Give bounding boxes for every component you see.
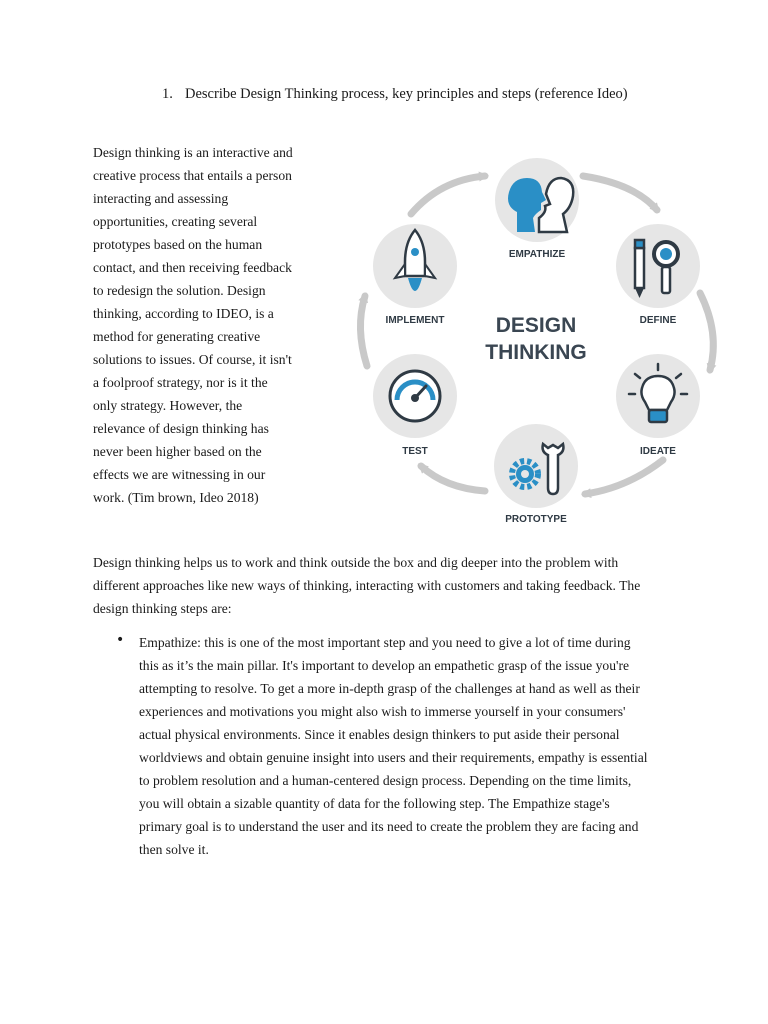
- bullet-marker: •: [116, 632, 125, 648]
- prototype-label: PROTOTYPE: [505, 514, 567, 525]
- body-line: design thinking steps are:: [93, 601, 232, 616]
- intro-line: never been higher based on the: [93, 444, 262, 459]
- intro-paragraph: [93, 141, 308, 509]
- arrow-implement-to-empathize: [411, 176, 485, 214]
- intro-line: interacting and assessing: [93, 191, 229, 206]
- question-text: Describe Design Thinking process, key principles and steps (reference Ideo): [185, 86, 628, 102]
- empathize-heads-icon: [508, 178, 573, 232]
- diagram-canvas: [345, 148, 745, 538]
- bullet-line: primary goal is to understand the user and its need to create the problem they are facing and: [139, 819, 639, 834]
- intro-line: contact, and then receiving feedback: [93, 260, 292, 275]
- define-circle: [616, 224, 700, 308]
- intro-line: effects we are witnessing in our: [93, 467, 266, 482]
- question-number: 1.: [162, 86, 173, 102]
- bullet-line: attempting to resolve. To get a more in-depth grasp of the challenges at hand as well as their: [139, 681, 640, 696]
- ideate-label: IDEATE: [640, 446, 676, 457]
- stage-implement: [373, 224, 457, 326]
- bullet-line: then solve it.: [139, 842, 209, 857]
- intro-line: thinking, according to IDEO, is a: [93, 306, 274, 321]
- stage-prototype: [494, 424, 578, 525]
- intro-line: a foolproof strategy, nor is it the: [93, 375, 268, 390]
- bullet-line: worldviews and obtain genuine insight into users and their requirements, empathy is essential: [139, 750, 648, 765]
- intro-line: work. (Tim brown, Ideo 2018): [93, 490, 259, 505]
- diagram-title-line2: THINKING: [485, 341, 587, 364]
- intro-line: Design thinking is an interactive and: [93, 145, 293, 160]
- stage-empathize: [495, 158, 579, 260]
- define-label: DEFINE: [639, 315, 677, 326]
- diagram-title-line1: DESIGN: [495, 314, 577, 337]
- intro-line: opportunities, creating several: [93, 214, 258, 229]
- intro-line: to redesign the solution. Design: [93, 283, 266, 298]
- arrow-define-to-ideate: [700, 293, 713, 370]
- intro-line: relevance of design thinking has: [93, 421, 269, 436]
- bullet-line: this as it’s the main pillar. It's important to develop an empathetic grasp of the issue you're: [139, 658, 630, 673]
- arrow-ideate-to-prototype: [585, 460, 663, 494]
- empathize-label: EMPATHIZE: [508, 249, 566, 260]
- body-line: Design thinking helps us to work and think outside the box and dig deeper into the problem with: [93, 555, 619, 570]
- bullet-line: to problem resolution and a human-centered design process. Depending on the time limits,: [139, 773, 632, 788]
- stage-define: [616, 224, 700, 326]
- steps-intro-paragraph: [93, 551, 683, 620]
- question-heading: [162, 86, 628, 103]
- stage-test: [373, 354, 457, 457]
- intro-line: prototypes based on the human: [93, 237, 263, 252]
- bullet-line: actual physical environments. Since it enables design thinkers to put aside their personal: [139, 727, 620, 742]
- empathize-bullet-paragraph: [139, 631, 679, 861]
- intro-line: creative process that entails a person: [93, 168, 292, 183]
- implement-label: IMPLEMENT: [385, 315, 445, 326]
- stage-ideate: [616, 354, 700, 457]
- arrow-prototype-to-test: [421, 466, 485, 491]
- design-thinking-diagram: [345, 148, 745, 538]
- body-line: different approaches like new ways of thinking, interacting with customers and taking feedback. The: [93, 578, 641, 593]
- intro-line: only strategy. However, the: [93, 398, 243, 413]
- bullet-line: you will obtain a sizable quantity of data for the following step. The Empathize stage's: [139, 796, 610, 811]
- gauge-icon: [390, 371, 440, 421]
- intro-line: solutions to issues. Of course, it isn't: [93, 352, 292, 367]
- test-label: TEST: [402, 446, 428, 457]
- bullet-line: Empathize: this is one of the most important step and you need to give a lot of time during: [139, 635, 631, 650]
- intro-line: method for generating creative: [93, 329, 261, 344]
- bullet-line: experiences and motivations you might also wish to immerse yourself in your consumers': [139, 704, 626, 719]
- arrow-test-to-implement: [360, 296, 367, 366]
- arrow-empathize-to-define: [583, 176, 657, 210]
